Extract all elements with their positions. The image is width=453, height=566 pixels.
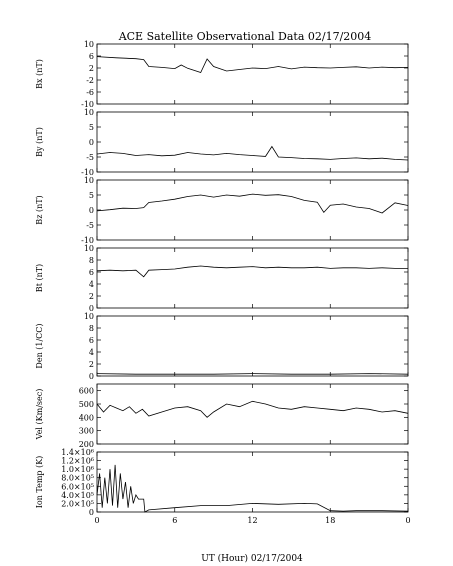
y-tick-label: -5 <box>86 221 94 230</box>
series-line <box>97 57 408 73</box>
y-tick-label: 6 <box>88 336 94 345</box>
y-tick-label: 0 <box>88 372 94 381</box>
y-tick-label: 2 <box>88 64 94 73</box>
panels <box>35 40 408 517</box>
y-tick-label: 2.0×10⁵ <box>61 499 94 509</box>
y-tick-label: 6 <box>88 52 94 61</box>
y-axis-label: Vel (Km/sec) <box>35 388 44 440</box>
y-tick-label: 0 <box>88 206 94 215</box>
y-tick-label: 4.0×10⁵ <box>61 490 94 500</box>
y-tick-label: -10 <box>81 168 94 177</box>
y-tick-label: 2 <box>88 292 94 301</box>
panel-frame <box>97 112 408 172</box>
y-tick-label: 6.0×10⁵ <box>61 482 94 492</box>
panel-0 <box>35 40 408 109</box>
y-tick-label: 6 <box>88 268 94 277</box>
y-tick-label: 5 <box>88 191 94 200</box>
y-tick-label: 10 <box>83 108 94 117</box>
y-tick-label: 10 <box>83 244 94 253</box>
y-tick-label: 200 <box>78 440 94 449</box>
y-axis-label: By (nT) <box>35 127 44 157</box>
y-tick-label: 1.4×10⁶ <box>61 448 94 457</box>
y-tick-label: -10 <box>81 236 94 245</box>
series-line <box>97 194 408 213</box>
x-tick-labels <box>94 516 410 525</box>
y-tick-label: 600 <box>78 386 94 396</box>
y-tick-label: 8 <box>88 256 94 265</box>
y-axis-label: Bz (nT) <box>35 195 44 225</box>
y-axis-label: Bt (nT) <box>35 263 44 293</box>
panel-5 <box>35 384 408 449</box>
panel-frame <box>97 180 408 240</box>
y-tick-label: -10 <box>81 100 94 109</box>
series-line <box>97 147 408 161</box>
y-tick-label: 8.0×10⁵ <box>61 473 94 483</box>
y-tick-label: 10 <box>83 312 94 321</box>
panel-frame <box>97 384 408 444</box>
y-tick-label: 0 <box>88 304 94 313</box>
y-tick-label: 300 <box>78 426 94 436</box>
panel-3 <box>35 244 408 313</box>
chart-title: ACE Satellite Observational Data 02/17/2004 <box>118 30 372 43</box>
panel-4 <box>35 312 408 381</box>
y-tick-label: 0 <box>88 138 94 147</box>
panel-2 <box>35 176 408 245</box>
y-axis-label: Ion Temp (K) <box>35 455 44 509</box>
series-line <box>97 465 408 512</box>
y-axis-label: Bx (nT) <box>35 59 44 89</box>
y-tick-label: 5 <box>88 123 94 132</box>
panel-frame <box>97 316 408 376</box>
y-tick-label: 500 <box>78 400 94 409</box>
y-tick-label: 1.2×10⁶ <box>61 456 94 466</box>
y-tick-label: 4 <box>88 348 94 357</box>
panel-1 <box>35 108 408 177</box>
x-tick-label: 12 <box>247 516 258 525</box>
y-tick-label: 8 <box>88 324 94 333</box>
panel-frame <box>97 44 408 104</box>
x-tick-label: 0 <box>94 516 100 525</box>
x-tick-label: 6 <box>172 516 178 525</box>
y-tick-label: 0 <box>88 508 94 517</box>
y-tick-label: 400 <box>78 413 94 423</box>
y-tick-label: -6 <box>86 88 94 97</box>
y-tick-label: 4 <box>88 280 94 289</box>
y-tick-label: 1.0×10⁶ <box>61 465 94 475</box>
x-tick-label: 18 <box>325 516 336 525</box>
x-tick-label: 0 <box>405 516 411 525</box>
x-axis-label: UT (Hour) 02/17/2004 <box>201 554 303 564</box>
y-tick-label: -5 <box>86 153 94 162</box>
panel-frame <box>97 248 408 308</box>
y-tick-label: 2 <box>88 360 94 369</box>
series-line <box>97 266 408 277</box>
y-tick-label: 10 <box>83 176 94 185</box>
y-tick-label: 10 <box>83 40 94 49</box>
series-line <box>97 401 408 417</box>
y-axis-label: Den (1/CC) <box>35 323 44 369</box>
panel-6 <box>35 448 408 517</box>
y-tick-label: -2 <box>86 76 94 85</box>
